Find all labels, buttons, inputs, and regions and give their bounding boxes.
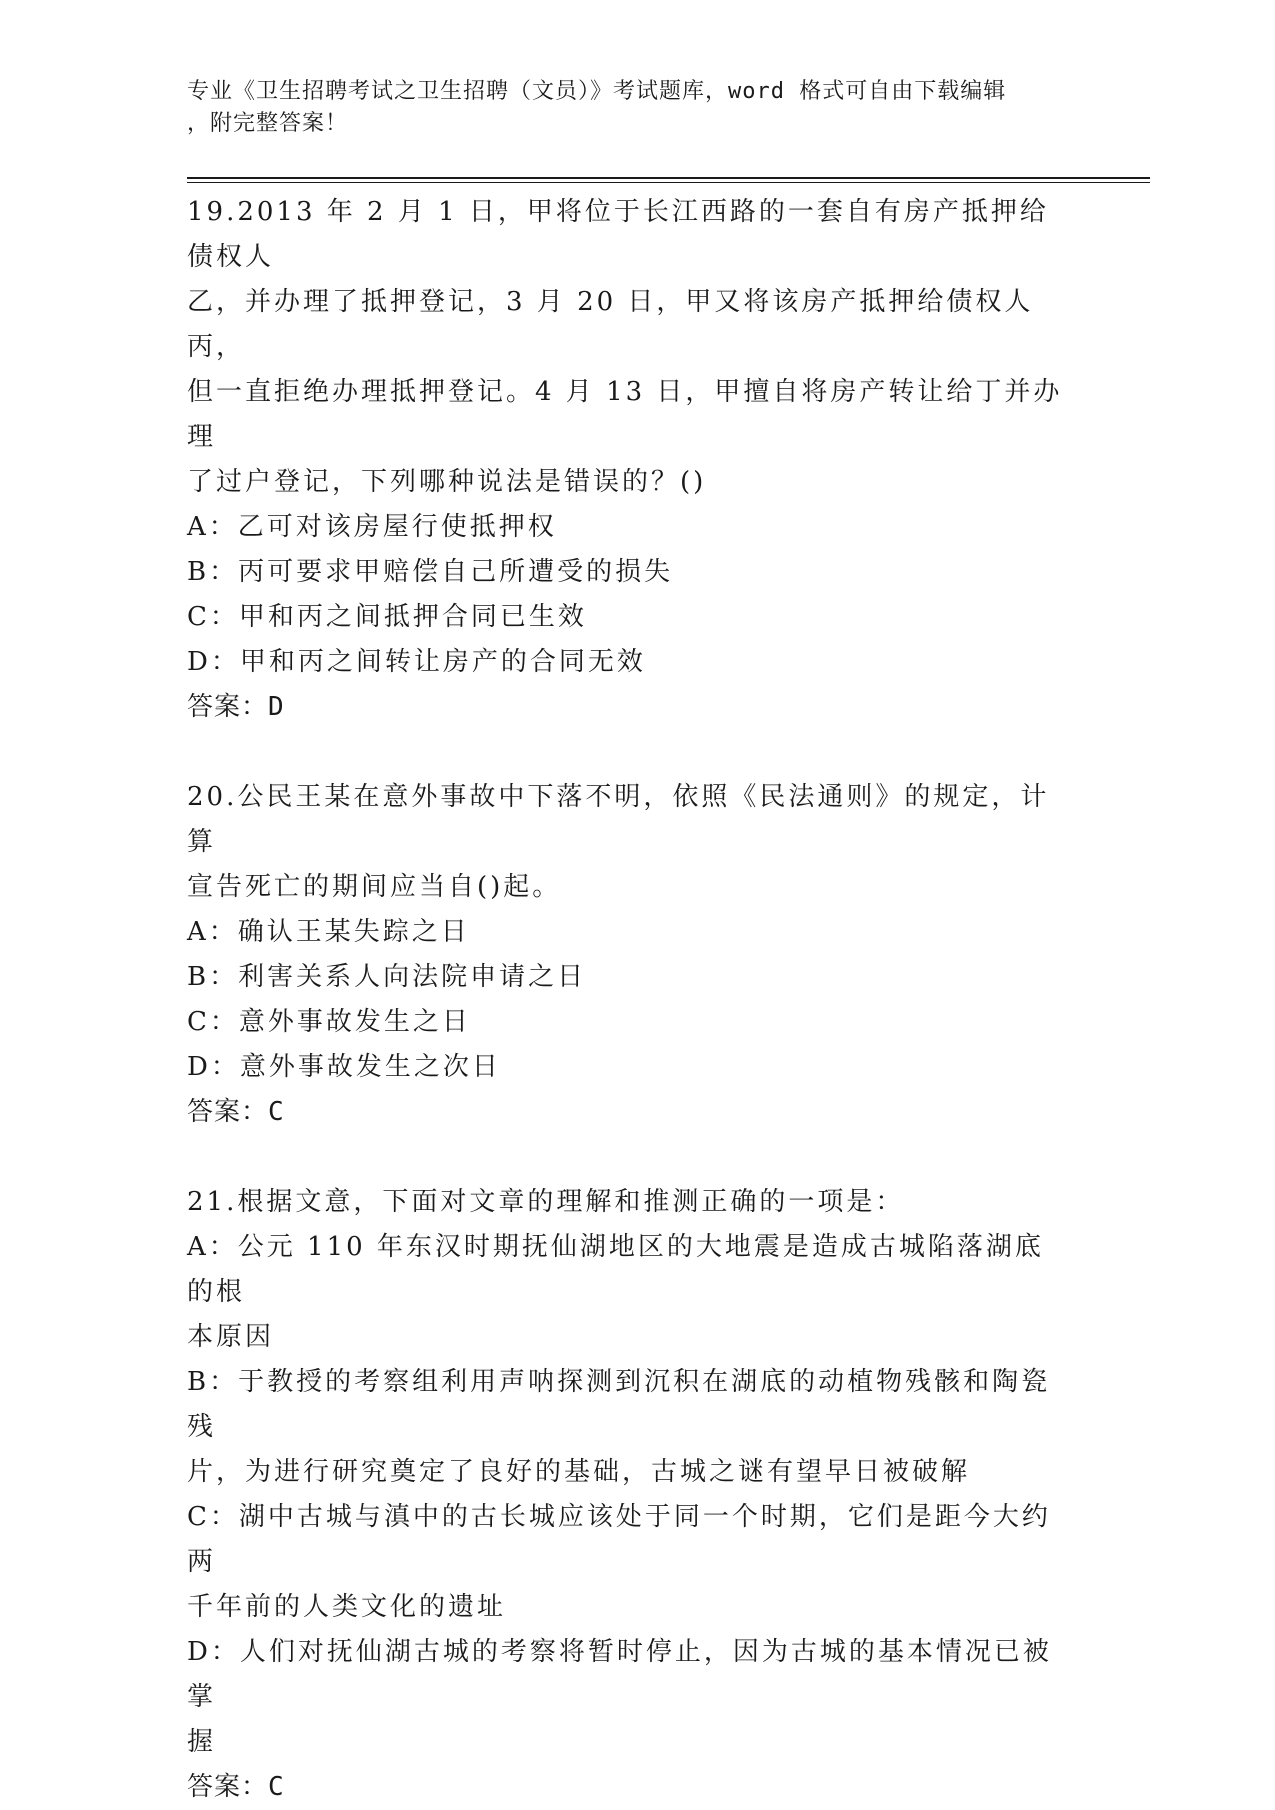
option-b: B：于教授的考察组利用声呐探测到沉积在湖底的动植物残骸和陶瓷残 (187, 1367, 1051, 1442)
question-stem-line: 宣告死亡的期间应当自()起。 (187, 872, 562, 902)
header-line-1: 专业《卫生招聘考试之卫生招聘（文员）》考试题库，word 格式可自由下载编辑 (187, 79, 1007, 104)
option-d: D：甲和丙之间转让房产的合同无效 (187, 647, 646, 677)
answer: 答案：C (187, 1772, 285, 1802)
option-a: A：乙可对该房屋行使抵押权 (187, 512, 557, 542)
question-spacer (187, 730, 1072, 775)
question-stem-line: 了过户登记，下列哪种说法是错误的？() (187, 467, 707, 497)
question-stem-line: 20.公民王某在意外事故中下落不明，依照《民法通则》的规定，计算 (187, 782, 1050, 857)
option-d-continued: 握 (187, 1727, 217, 1757)
question-20 (187, 775, 1072, 1135)
option-a: A：公元 110 年东汉时期抚仙湖地区的大地震是造成古城陷落湖底的根 (187, 1232, 1044, 1307)
option-b-continued: 片，为进行研究奠定了良好的基础，古城之谜有望早日被破解 (187, 1457, 971, 1487)
header-line-2: ，附完整答案！ (187, 111, 349, 136)
question-19 (187, 190, 1072, 730)
page-header (187, 76, 1067, 140)
question-stem-line: 乙，并办理了抵押登记，3 月 20 日，甲又将该房产抵押给债权人丙， (187, 287, 1034, 362)
header-rule-thin (187, 182, 1150, 183)
question-stem-line: 但一直拒绝办理抵押登记。4 月 13 日，甲擅自将房产转让给丁并办理 (187, 377, 1063, 452)
header-rule-thick (187, 177, 1150, 179)
answer: 答案：D (187, 692, 285, 722)
option-d: D：人们对抚仙湖古城的考察将暂时停止，因为古城的基本情况已被掌 (187, 1637, 1052, 1712)
question-list (187, 190, 1072, 1810)
answer: 答案：C (187, 1097, 285, 1127)
option-c-continued: 千年前的人类文化的遗址 (187, 1592, 507, 1622)
option-d: D：意外事故发生之次日 (187, 1052, 501, 1082)
question-21 (187, 1180, 1072, 1810)
option-c: C：甲和丙之间抵押合同已生效 (187, 602, 587, 632)
option-b: B：利害关系人向法院申请之日 (187, 962, 587, 992)
option-a: A：确认王某失踪之日 (187, 917, 470, 947)
question-stem-line: 19.2013 年 2 月 1 日，甲将位于长江西路的一套自有房产抵押给债权人 (187, 197, 1049, 272)
question-stem-line: 21.根据文意，下面对文章的理解和推测正确的一项是： (187, 1187, 905, 1217)
option-c: C：意外事故发生之日 (187, 1007, 471, 1037)
question-spacer (187, 1135, 1072, 1180)
option-b: B：丙可要求甲赔偿自己所遭受的损失 (187, 557, 674, 587)
option-c: C：湖中古城与滇中的古长城应该处于同一个时期，它们是距今大约两 (187, 1502, 1051, 1577)
option-a-continued: 本原因 (187, 1322, 275, 1352)
